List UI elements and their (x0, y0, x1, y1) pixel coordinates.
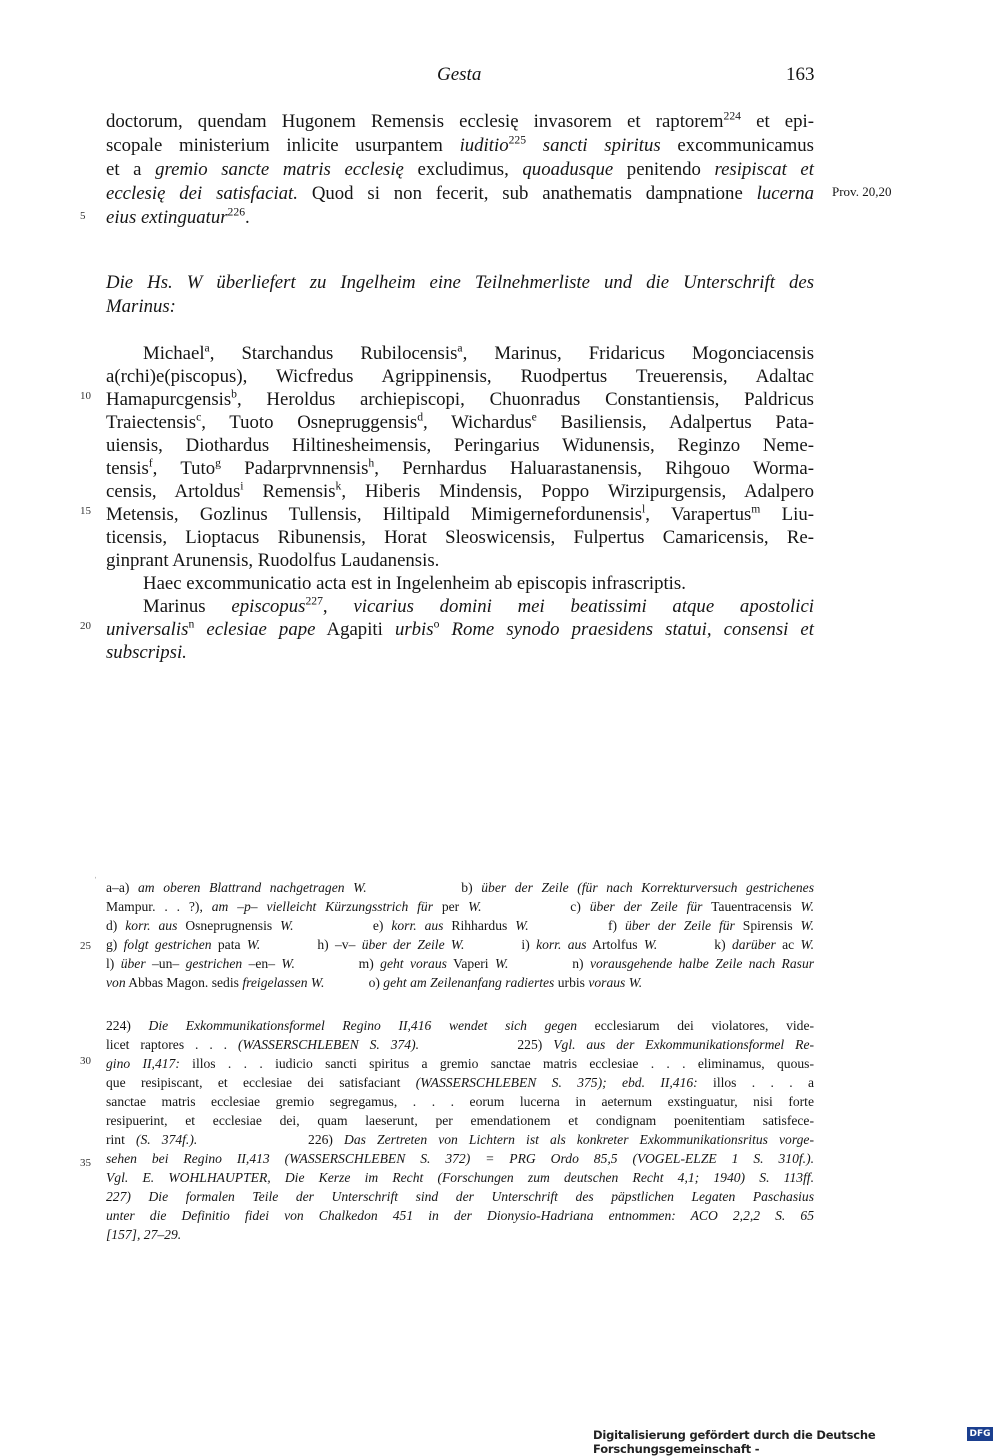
commentary-line: sanctae matris ecclesiae gremio segregamus, . . . eorum lucerna in aeternum exstinguatur, nisi forte (106, 1094, 814, 1109)
rubric-line: Marinus: (106, 296, 176, 317)
line-number-25: 25 (80, 940, 91, 952)
body-line: scopale ministerium inlicite usurpantem iuditio$^{225}$ sancti spiritus excommunicamus (106, 133, 814, 156)
dfg-logo: DFG (967, 1427, 993, 1441)
commentary-line: [157], 27–29. (106, 1227, 182, 1242)
body-line: a(rchi)e(piscopus), Wicfredus Agrippinensis, Ruodpertus Treuerensis, Adaltac (106, 366, 814, 387)
line-number-30: 30 (80, 1055, 91, 1067)
funding-note: Digitalisierung gefördert durch die Deutsche Forschungsgemeinschaft - (593, 1428, 876, 1456)
commentary-line: sehen bei Regino II,413 (WASSERSCHLEBEN S. 372) = PRG Ordo 85,5 (VOGEL-ELZE 1 S. 310f.). (106, 1151, 814, 1166)
line-number-5: 5 (80, 210, 86, 222)
page-number: 163 (786, 64, 815, 85)
body-line: et a gremio sancte matris ecclesię excludimus, quoadusque penitendo resipiscat et (106, 159, 814, 180)
commentary-line: rint (S. 374f.). 226) Das Zertreten von Lichtern ist als konkreter Exkommunikationsritus vorge- (106, 1132, 814, 1147)
body-line: Metensis, Gozlinus Tullensis, Hiltipald Mimigernefordunensis$^l$, Varapertus$^m$ Liu- (106, 502, 815, 525)
apparatus-line: von Abbas Magon. sedis freigelassen W. o) geht am Zeilenanfang radiertes urbis voraus W. (106, 975, 643, 990)
commentary-line: gino II,417: illos . . . iudicio sancti spiritus a gremio sanctae matris ecclesiae . . . eliminamus, quous- (106, 1056, 814, 1071)
line-number-20: 20 (80, 620, 91, 632)
body-line: subscripsi. (106, 642, 187, 663)
margin-reference: Prov. 20,20 (832, 184, 892, 199)
apparatus-line: g) folgt gestrichen pata W. h) –v– über der Zeile W. i) korr. aus Artolfus W. k) darüber ac W. (106, 937, 814, 952)
body-line: Haec excommunicatio acta est in Ingelenheim ab episcopis infrascriptis. (143, 573, 686, 594)
commentary-line: unter die Definitio fidei von Chalkedon 451 in der Dionysio-Hadriana entnommen: ACO 2,2,2 S. 65 (106, 1208, 814, 1223)
line-number-35: 35 (80, 1157, 91, 1169)
commentary-line: licet raptores . . . (WASSERSCHLEBEN S. 374). 225) Vgl. aus der Exkommunikationsformel Re- (106, 1037, 815, 1052)
body-line: Michael$^a$, Starchandus Rubilocensis$^a$, Marinus, Fridaricus Mogonciacensis (143, 341, 814, 364)
apparatus-line: l) über –un– gestrichen –en– W. m) geht voraus Vaperi W. n) vorausgehende halbe Zeile nach Rasur (106, 956, 815, 971)
body-line: eius extinguatur$^{226}$. (106, 205, 250, 228)
body-line: ecclesię dei satisfaciat. Quod si non fecerit, sub anathematis dampnatione lucerna (106, 183, 815, 204)
line-number-10: 10 (80, 390, 91, 402)
commentary-line: Vgl. E. WOHLHAUPTER, Die Kerze im Recht (Forschungen zum deutschen Recht 4,1; 1940) S. 113ff. (106, 1170, 814, 1185)
body-line: ticensis, Lioptacus Ribunensis, Horat Sleoswicensis, Fulpertus Camaricensis, Re- (106, 527, 814, 548)
apparatus-line: a–a) am oberen Blattrand nachgetragen W. b) über der Zeile (für nach Korrekturversuch gestrichenes (106, 880, 814, 895)
body-line: doctorum, quendam Hugonem Remensis ecclesię invasorem et raptorem$^{224}$ et epi- (106, 109, 814, 132)
apparatus-line: d) korr. aus Osneprugnensis W. e) korr. aus Rihhardus W. f) über der Zeile für Spirensis W. (106, 918, 815, 933)
commentary-line: resipuerint, et ecclesiae dei, quam laeserunt, per emendationem et condignam poenitentiam satisfece- (106, 1113, 814, 1128)
commentary-line: que resipiscant, et ecclesiae dei satisfaciant (WASSERSCHLEBEN S. 375); ebd. II,416: illos . . . a (106, 1075, 815, 1090)
apparatus-marker: ˈ (94, 876, 98, 887)
apparatus-line: Mampur. . . ?), am –p– vielleicht Kürzungsstrich für per W. c) über der Zeile für Tauentracensis W. (106, 899, 815, 914)
commentary-line: 224) Die Exkommunikationsformel Regino II,416 wendet sich gegen ecclesiarum dei violatores, vide- (106, 1018, 815, 1033)
body-line: censis, Artoldus$^i$ Remensis$^k$, Hiberis Mindensis, Poppo Wirzipurgensis, Adalpero (106, 479, 814, 502)
body-line: Traiectensis$^c$, Tuoto Osnepruggensis$^d$, Wichardus$^e$ Basiliensis, Adalpertus Pata- (106, 410, 814, 433)
body-line: uiensis, Diothardus Hiltinesheimensis, Peringarius Widunensis, Reginzo Neme- (106, 435, 814, 456)
running-head-title: Gesta (437, 64, 482, 85)
body-line: Marinus episcopus$^{227}$, vicarius domini mei beatissimi atque apostolici (143, 594, 815, 617)
body-line: universalis$^n$ eclesiae pape Agapiti urbis$^o$ Rome synodo praesidens statui, consensi et (106, 617, 814, 640)
line-number-15: 15 (80, 505, 91, 517)
body-line: Hamapurcgensis$^b$, Heroldus archiepiscopi, Chuonradus Constantiensis, Paldricus (106, 387, 814, 410)
body-line: tensis$^f$, Tuto$^g$ Padarprvnnensis$^h$, Pernhardus Haluarastanensis, Rihgouo Worma- (106, 456, 814, 479)
rubric-line: Die Hs. W überliefert zu Ingelheim eine Teilnehmerliste und die Unterschrift des (106, 272, 814, 293)
commentary-line: 227) Die formalen Teile der Unterschrift sind der Unterschrift des päpstlichen Legaten Paschasius (106, 1189, 814, 1204)
body-line: ginprant Arunensis, Ruodolfus Laudanensis. (106, 550, 440, 571)
